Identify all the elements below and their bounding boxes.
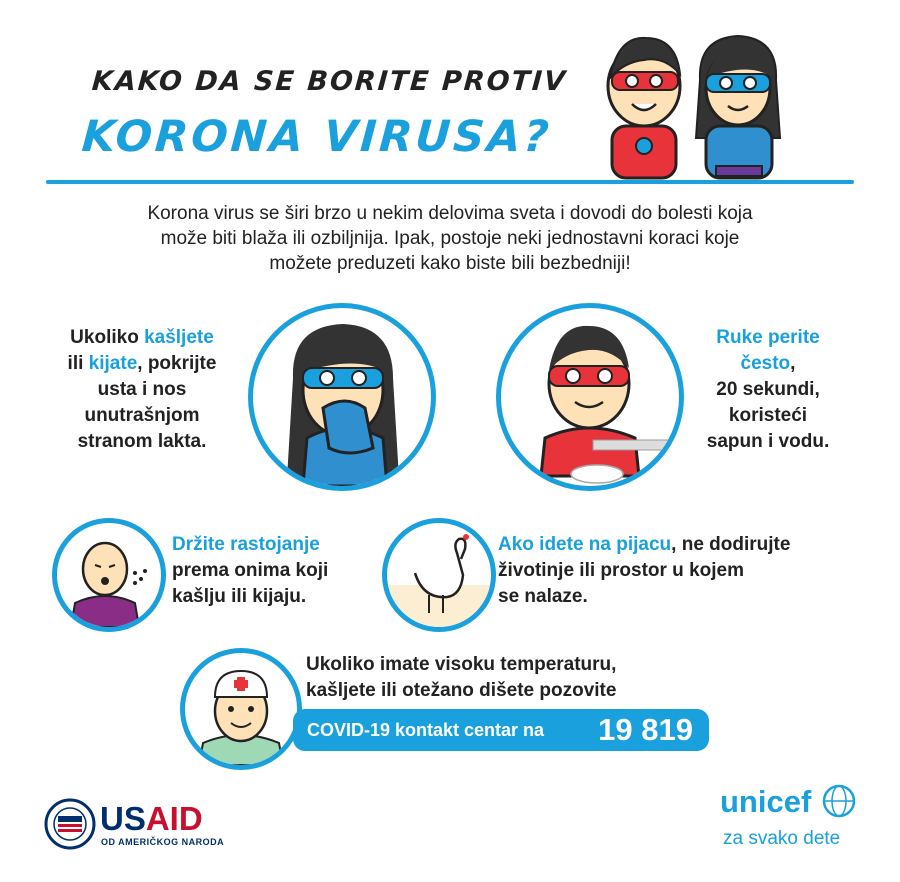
tip-wash-line2b: , <box>790 353 796 374</box>
tip-cough-keyword-sneeze: kijate <box>88 353 138 374</box>
tip-market-line1b: , ne dodirujte <box>671 534 791 555</box>
title-line-2: KORONA VIRUSA? <box>80 112 554 162</box>
tip-cough-line2c: , pokrijte <box>137 353 217 374</box>
tip-cough-line4: unutrašnjom <box>84 405 200 426</box>
cough-into-elbow-icon <box>253 308 431 486</box>
title-line-1: KAKO DA SE BORITE PROTIV <box>90 66 568 97</box>
header-divider <box>46 180 854 184</box>
tip-fever-line2a: kašljete ili <box>306 680 403 701</box>
usaid-logo-text <box>100 800 203 838</box>
intro-paragraph <box>80 201 820 276</box>
superhero-kids-illustration <box>598 18 788 183</box>
contact-center-label: COVID-19 kontakt centar na <box>307 720 545 740</box>
sneezing-person-icon <box>57 523 161 627</box>
intro-line-3: možete preduzeti kako biste bili bezbedniji! <box>269 253 631 274</box>
tip-cough-line1a: Ukoliko <box>70 327 145 348</box>
tip-wash-text <box>688 325 848 455</box>
tip-cough-line3: usta i nos <box>97 379 187 400</box>
handwashing-icon <box>501 308 679 486</box>
distance-illustration-circle <box>52 518 166 632</box>
usaid-tagline: OD AMERIČKOG NARODA <box>101 837 225 847</box>
tip-wash-line4: koristeći <box>728 405 808 426</box>
tip-wash-line5: sapun i vodu. <box>706 431 830 452</box>
handwash-illustration-circle <box>496 303 684 491</box>
tip-cough-keyword-cough: kašljete <box>144 327 214 348</box>
tip-wash-line1: Ruke perite <box>716 327 820 348</box>
market-illustration-circle <box>382 518 496 632</box>
tip-market-line2: životinje ili prostor u kojem <box>498 560 744 581</box>
doctor-icon <box>185 653 297 765</box>
tip-fever-keyword-fever: visoku temperaturu <box>434 654 612 675</box>
tip-market-line3: se nalaze. <box>498 586 588 607</box>
tip-market-keyword: Ako idete na pijacu <box>498 534 672 555</box>
chicken-icon <box>387 523 491 627</box>
tip-wash-line3: 20 sekundi, <box>716 379 820 400</box>
intro-line-1: Korona virus se širi brzo u nekim delovima sveta i dovodi do bolesti koja <box>147 203 753 224</box>
tip-fever-line1c: , <box>611 654 617 675</box>
usaid-aid: AID <box>145 800 203 837</box>
tip-cough-line5: stranom lakta. <box>77 431 207 452</box>
covid-contact-banner <box>293 709 709 751</box>
tip-market-text <box>498 532 858 610</box>
tip-fever-line2c: pozovite <box>534 680 617 701</box>
intro-line-2: može biti blaža ili ozbiljnija. Ipak, postoje neki jednostavni koraci koje <box>160 228 740 249</box>
tip-wash-keyword-often: često <box>740 353 791 374</box>
tip-cough-text <box>42 325 242 455</box>
contact-center-number: 19 819 <box>598 712 693 747</box>
usaid-seal-icon <box>44 798 96 850</box>
tip-distance-line1: Držite rastojanje <box>172 534 320 555</box>
unicef-globe-icon <box>822 784 856 818</box>
doctor-illustration-circle <box>180 648 302 770</box>
tip-fever-line1a: Ukoliko imate <box>306 654 435 675</box>
tip-cough-line2a: ili <box>67 353 89 374</box>
usaid-us: US <box>100 800 146 837</box>
boy-hero-icon <box>608 38 680 178</box>
tip-fever-keyword-breathing: otežano dišete <box>402 680 535 701</box>
unicef-tagline: za svako dete <box>723 828 841 849</box>
cough-illustration-circle <box>248 303 436 491</box>
tip-distance-line2: prema onima koji <box>172 560 329 581</box>
tip-distance-line3: kašlju ili kijaju. <box>172 586 307 607</box>
tip-fever-text <box>306 652 706 704</box>
unicef-logo-text: unicef <box>720 784 812 819</box>
girl-hero-icon <box>696 36 780 178</box>
tip-distance-text <box>172 532 372 610</box>
